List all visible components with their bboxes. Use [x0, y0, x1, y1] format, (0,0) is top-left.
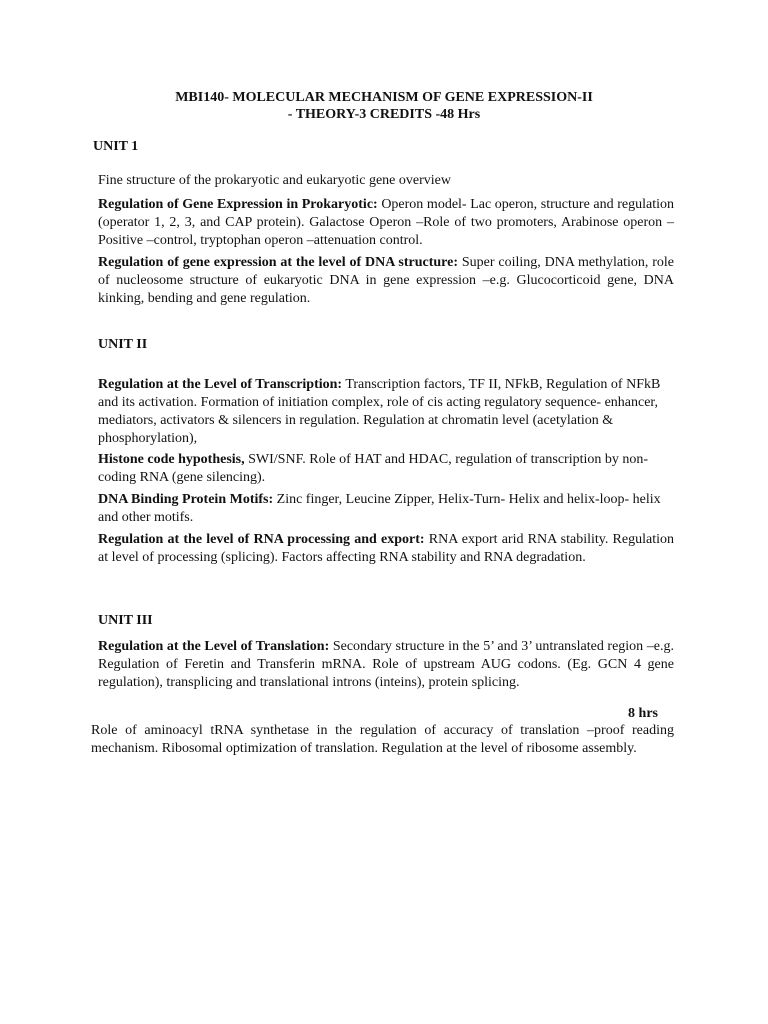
course-title-line2: - THEORY-3 CREDITS -48 Hrs [287, 107, 481, 122]
unit2-transcription-text: Transcription factors, TF II, NFkB, Regulation of NFkB and its activation. Formation of initiation complex, role of cis acting regulatory sequence- enhancer, mediators, activators & silencers in regulation. Regulation at chromatin level (acetylation & phosphorylation), [98, 377, 661, 446]
unit3-heading: UNIT III [98, 613, 153, 628]
unit2-rna-processing-heading: Regulation at the level of RNA processing and export: [98, 532, 425, 547]
unit1-heading: UNIT 1 [93, 139, 139, 154]
unit2-histone-text: SWI/SNF. Role of HAT and HDAC, regulation of transcription by non-coding RNA (gene silencing). [98, 452, 649, 485]
unit1-prokaryotic-text: Operon model- Lac operon, structure and regulation (operator 1, 2, 3, and CAP protein). Galactose Operon –Role of two promoters, Arabinose operon –Positive –control, tryptophan operon –attenuation control. [98, 197, 674, 248]
unit1-dna-structure-heading: Regulation of gene expression at the level of DNA structure: [98, 255, 458, 270]
unit1-dna-structure-text: Super coiling, DNA methylation, role of nucleosome structure of eukaryotic DNA in gene expression –e.g. Glucocorticoid gene, DNA kinking, bending and gene regulation. [98, 255, 675, 306]
course-title-line1: MBI140- MOLECULAR MECHANISM OF GENE EXPRESSION-II [175, 90, 593, 105]
unit2-paragraph-motifs [98, 491, 674, 527]
unit2-motifs-text: Zinc finger, Leucine Zipper, Helix-Turn- Helix and helix-loop- helix and other motifs. [98, 492, 661, 525]
unit2-paragraph-rna-processing [98, 531, 674, 567]
unit2-paragraph-transcription [98, 376, 674, 448]
unit3-hours: 8 hrs [628, 706, 658, 721]
unit2-heading: UNIT II [98, 337, 148, 352]
unit1-paragraph-overview: Fine structure of the prokaryotic and eukaryotic gene overview [98, 173, 451, 188]
unit3-translation-text: Secondary structure in the 5’ and 3’ untranslated region –e.g. Regulation of Feretin and Transferin mRNA. Role of upstream AUG codons. (Eg. GCN 4 gene regulation), transplicing and translational introns (inteins), protein splicing. [98, 639, 674, 690]
unit2-transcription-heading: Regulation at the Level of Transcription: [98, 377, 343, 392]
unit2-paragraph-histone [98, 451, 674, 487]
unit3-paragraph-translation [98, 638, 674, 692]
unit3-paragraph-trna: Role of aminoacyl tRNA synthetase in the regulation of accuracy of translation –proof reading mechanism. Ribosomal optimization of translation. Regulation at the level of ribosome assembly. [91, 723, 674, 756]
unit2-histone-heading: Histone code hypothesis, [98, 452, 245, 467]
unit1-paragraph-dna-structure [98, 254, 674, 308]
unit1-prokaryotic-heading: Regulation of Gene Expression in Prokaryotic: [98, 197, 378, 212]
unit1-paragraph-prokaryotic [98, 196, 674, 250]
unit2-motifs-heading: DNA Binding Protein Motifs: [98, 492, 274, 507]
unit3-translation-heading: Regulation at the Level of Translation: [98, 639, 330, 654]
unit2-rna-processing-text: RNA export arid RNA stability. Regulation at level of processing (splicing). Factors affecting RNA stability and RNA degradation. [98, 532, 674, 565]
